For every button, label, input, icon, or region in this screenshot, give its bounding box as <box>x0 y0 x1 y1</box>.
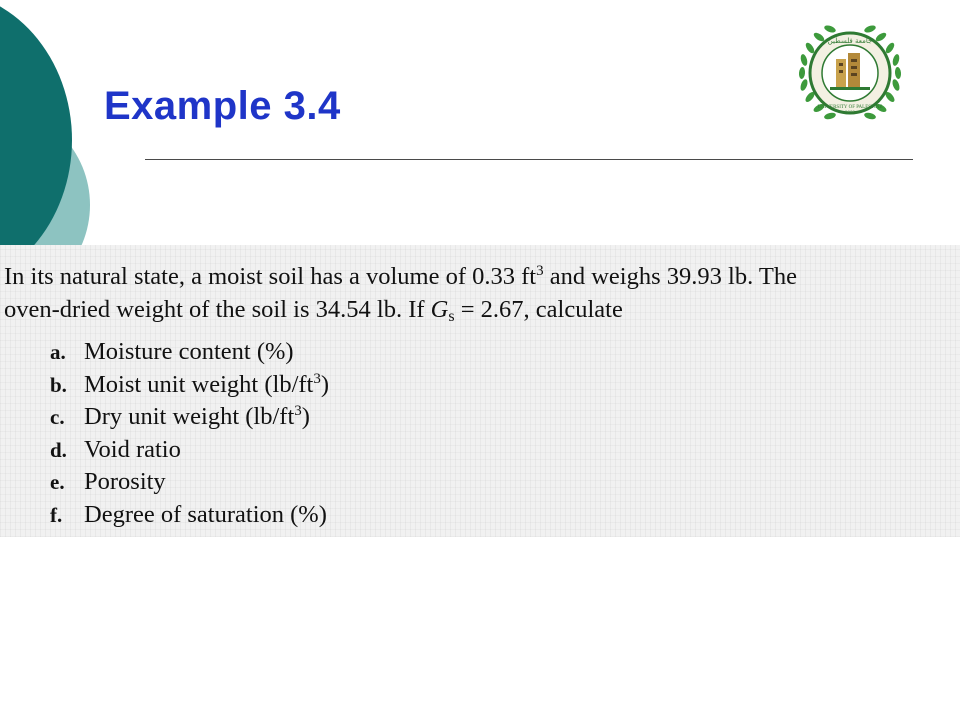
problem-statement <box>4 260 960 326</box>
textbook-scan <box>0 245 960 537</box>
logo-arabic-text: جامعة فلسطين <box>827 37 873 45</box>
problem-line-1: In its natural state, a moist soil has a volume of 0.33 $ft^3$ and weighs 39.93 lb. The <box>4 263 797 290</box>
logo-year: 2003 <box>845 111 855 116</box>
university-logo-icon <box>790 15 910 133</box>
slide-title: Example 3.4 <box>104 84 341 128</box>
list-item: c. Dry unit weight $(lb/ft^3)$ <box>50 403 310 430</box>
title-underline <box>145 159 913 160</box>
teal-corner-decoration <box>0 0 140 260</box>
list-item: a. Moisture content (%) <box>50 338 294 365</box>
logo-english-text: UNIVERSITY OF PALESTINE <box>817 105 883 110</box>
list-item: e. Porosity <box>50 468 166 495</box>
list-item: f. Degree of saturation (%) <box>50 500 327 528</box>
problem-line-2: oven-dried weight of the soil is 34.54 lb. If $G_s = 2.67$, calculate <box>4 296 623 325</box>
question-list <box>50 336 329 531</box>
list-item: b. Moist unit weight $(lb/ft^3)$ <box>50 370 330 398</box>
list-item: d. Void ratio <box>50 435 181 463</box>
